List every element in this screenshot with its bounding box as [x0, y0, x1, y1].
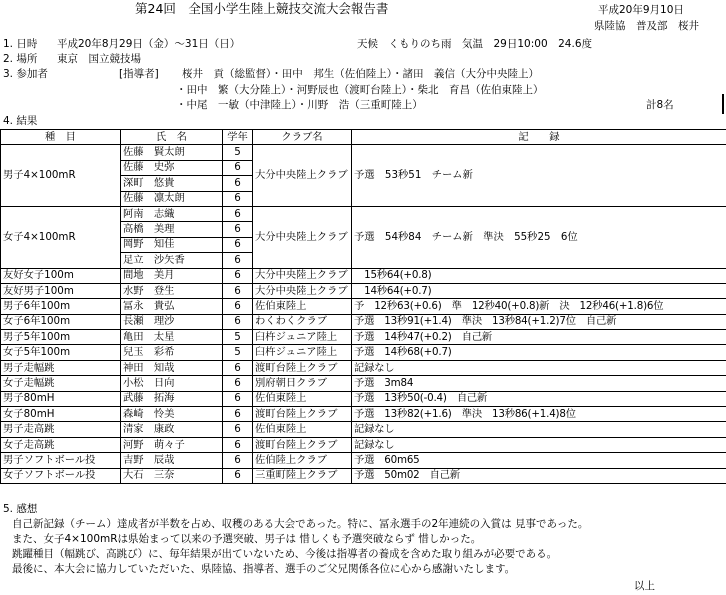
event-cell: 女子ソフトボール投: [1, 468, 121, 483]
relay-record: 予選 53秒51 チーム新: [352, 145, 726, 207]
record-cell: 予選 14秒47(+0.2) 自己新: [352, 330, 726, 345]
grade-cell: 6: [223, 468, 253, 483]
club-cell: 三重町陸上クラブ: [253, 468, 352, 483]
col-name: 氏 名: [121, 130, 223, 145]
event-cell: 友好女子100m: [1, 268, 121, 283]
grade-cell: 5: [223, 330, 253, 345]
name-cell: 間地 美月: [121, 268, 223, 283]
member-name: 足立 沙矢香: [121, 253, 223, 268]
leaders-line1: 桜井 貢（総監督）・田中 邦生（佐伯陸上）・諸田 義信（大分中央陸上）: [182, 68, 539, 80]
member-name: 深町 悠貴: [121, 176, 223, 191]
name-cell: 長瀬 理沙: [121, 314, 223, 329]
club-cell: わくわくクラブ: [253, 314, 352, 329]
table-row: [1, 283, 726, 298]
name-cell: 大石 三奈: [121, 468, 223, 483]
event-cell: 男子5年100m: [1, 330, 121, 345]
event-cell: 友好男子100m: [1, 283, 121, 298]
impression-line: 自己新記録（チーム）達成者が半数を占め、収穫のある大会であった。特に、冨永選手の2年連続の入賞は 見事であった。: [12, 518, 589, 530]
relay-record: 予選 54秒84 チーム新 準決 55秒25 6位: [352, 206, 726, 268]
club-cell: 臼杵ジュニア陸上: [253, 345, 352, 360]
event-cell: 女子走幅跳: [1, 376, 121, 391]
club-cell: 渡町台陸上クラブ: [253, 407, 352, 422]
impression-line: 最後に、本大会に協力していただいた、県陸協、指導者、選手のご父兄関係各位に心から感謝いたします。: [12, 563, 516, 575]
member-grade: 6: [223, 222, 253, 237]
sec2-label: 2. 場所: [3, 53, 38, 65]
table-row: [1, 345, 726, 360]
margin-marker: [722, 94, 724, 114]
impression-line: 跳躍種目（幅跳び、高跳び）に、毎年結果が出ていないため、今後は指導者の養成を含めた取り組みが必要である。: [12, 548, 558, 560]
table-row: [1, 407, 726, 422]
table-row: [1, 437, 726, 452]
club-cell: 渡町台陸上クラブ: [253, 437, 352, 452]
document-title: 第24回 全国小学生陸上競技交流大会報告書: [135, 1, 389, 16]
leaders-label: [指導者]: [119, 68, 159, 80]
grade-cell: 6: [223, 453, 253, 468]
results-table: [0, 129, 726, 484]
sec2-value: 東京 国立競技場: [57, 53, 141, 65]
record-cell: 記録なし: [352, 422, 726, 437]
table-row: [1, 468, 726, 483]
weather: 天候 くもりのち雨 気温 29日10:00 24.6度: [357, 38, 592, 50]
table-row: [1, 422, 726, 437]
club-cell: 佐伯東陸上: [253, 391, 352, 406]
record-cell: 14秒64(+0.7): [352, 283, 726, 298]
club-cell: 大分中央陸上クラブ: [253, 268, 352, 283]
name-cell: 冨永 貴弘: [121, 299, 223, 314]
relay-club: 大分中央陸上クラブ: [253, 145, 352, 207]
closing-text: 以上: [634, 580, 655, 592]
record-cell: 予選 14秒68(+0.7): [352, 345, 726, 360]
event-cell: 男子走幅跳: [1, 360, 121, 375]
grade-cell: 6: [223, 391, 253, 406]
participant-total: 計8名: [646, 99, 674, 111]
relay-club: 大分中央陸上クラブ: [253, 206, 352, 268]
member-name: 岡野 知佳: [121, 237, 223, 252]
record-cell: 予 12秒63(+0.6) 準 12秒40(+0.8)新 決 12秒46(+1.8)6位: [352, 299, 726, 314]
grade-cell: 6: [223, 299, 253, 314]
col-event: 種 目: [1, 130, 121, 145]
record-cell: 予選 13秒91(+1.4) 準決 13秒84(+1.2)7位 自己新: [352, 314, 726, 329]
sec3-label: 3. 参加者: [3, 68, 48, 80]
club-cell: 別府朝日クラブ: [253, 376, 352, 391]
record-cell: 記録なし: [352, 437, 726, 452]
grade-cell: 6: [223, 314, 253, 329]
name-cell: 亀田 太星: [121, 330, 223, 345]
reporter: 県陸協 普及部 桜井: [594, 20, 699, 32]
col-grade: 学年: [223, 130, 253, 145]
leaders-line2: ・田中 繁（大分陸上）・河野辰也（渡町台陸上）・柴北 育昌（佐伯東陸上）: [176, 84, 544, 96]
event-cell: 男子6年100m: [1, 299, 121, 314]
table-row: [1, 299, 726, 314]
member-name: 佐藤 史弥: [121, 160, 223, 175]
member-grade: 6: [223, 176, 253, 191]
member-name: 高橋 美理: [121, 222, 223, 237]
leaders-line3: ・中尾 一敏（中津陸上）・川野 浩（三重町陸上）: [176, 99, 423, 111]
grade-cell: 6: [223, 437, 253, 452]
impressions-label: 5. 感想: [3, 503, 38, 515]
record-cell: 15秒64(+0.8): [352, 268, 726, 283]
table-row: [1, 391, 726, 406]
member-grade: 6: [223, 191, 253, 206]
member-grade: 6: [223, 206, 253, 221]
sec1-label: 1. 日時: [3, 38, 38, 50]
event-cell: 男子走高跳: [1, 422, 121, 437]
name-cell: 神田 知哉: [121, 360, 223, 375]
name-cell: 河野 萌々子: [121, 437, 223, 452]
report-date: 平成20年9月10日: [598, 4, 684, 16]
impression-line: また、女子4×100mRは県始まって以来の予選突破、男子は 惜しくも予選突破ならず 惜しかった。: [12, 533, 482, 545]
table-row: [1, 268, 726, 283]
club-cell: 大分中央陸上クラブ: [253, 283, 352, 298]
event-cell: 女子走高跳: [1, 437, 121, 452]
name-cell: 清家 康政: [121, 422, 223, 437]
relay-event: 女子4×100mR: [1, 206, 121, 268]
club-cell: 佐伯東陸上: [253, 422, 352, 437]
event-cell: 男子80mH: [1, 391, 121, 406]
table-header-row: [1, 130, 726, 145]
grade-cell: 6: [223, 422, 253, 437]
event-cell: 女子6年100m: [1, 314, 121, 329]
name-cell: 森崎 怜美: [121, 407, 223, 422]
table-row: [1, 314, 726, 329]
record-cell: 予選 13秒50(-0.4) 自己新: [352, 391, 726, 406]
sec1-value: 平成20年8月29日（金）～31日（日）: [57, 38, 241, 50]
club-cell: 佐伯陸上クラブ: [253, 453, 352, 468]
record-cell: 予選 60m65: [352, 453, 726, 468]
member-grade: 5: [223, 145, 253, 160]
member-name: 阿南 志織: [121, 206, 223, 221]
club-cell: 渡町台陸上クラブ: [253, 360, 352, 375]
club-cell: 佐伯東陸上: [253, 299, 352, 314]
member-grade: 6: [223, 237, 253, 252]
table-row: [1, 330, 726, 345]
event-cell: 女子80mH: [1, 407, 121, 422]
grade-cell: 6: [223, 283, 253, 298]
results-label: 4. 結果: [3, 115, 38, 127]
record-cell: 予選 3m84: [352, 376, 726, 391]
table-row: [1, 376, 726, 391]
name-cell: 武藤 拓海: [121, 391, 223, 406]
member-name: 佐藤 賢太朗: [121, 145, 223, 160]
event-cell: 男子ソフトボール投: [1, 453, 121, 468]
grade-cell: 6: [223, 360, 253, 375]
member-grade: 6: [223, 160, 253, 175]
name-cell: 小松 日向: [121, 376, 223, 391]
table-row: [1, 360, 726, 375]
club-cell: 臼杵ジュニア陸上: [253, 330, 352, 345]
name-cell: 水野 登生: [121, 283, 223, 298]
record-cell: 予選 13秒82(+1.6) 準決 13秒86(+1.4)8位: [352, 407, 726, 422]
member-grade: 6: [223, 253, 253, 268]
grade-cell: 5: [223, 345, 253, 360]
record-cell: 記録なし: [352, 360, 726, 375]
col-club: クラブ名: [253, 130, 352, 145]
name-cell: 吉野 辰哉: [121, 453, 223, 468]
name-cell: 兒玉 彩希: [121, 345, 223, 360]
record-cell: 予選 50m02 自己新: [352, 468, 726, 483]
col-record: 記 録: [352, 130, 726, 145]
grade-cell: 6: [223, 376, 253, 391]
member-name: 佐藤 凛太朗: [121, 191, 223, 206]
grade-cell: 6: [223, 407, 253, 422]
table-row: [1, 453, 726, 468]
grade-cell: 6: [223, 268, 253, 283]
relay-event: 男子4×100mR: [1, 145, 121, 207]
event-cell: 女子5年100m: [1, 345, 121, 360]
